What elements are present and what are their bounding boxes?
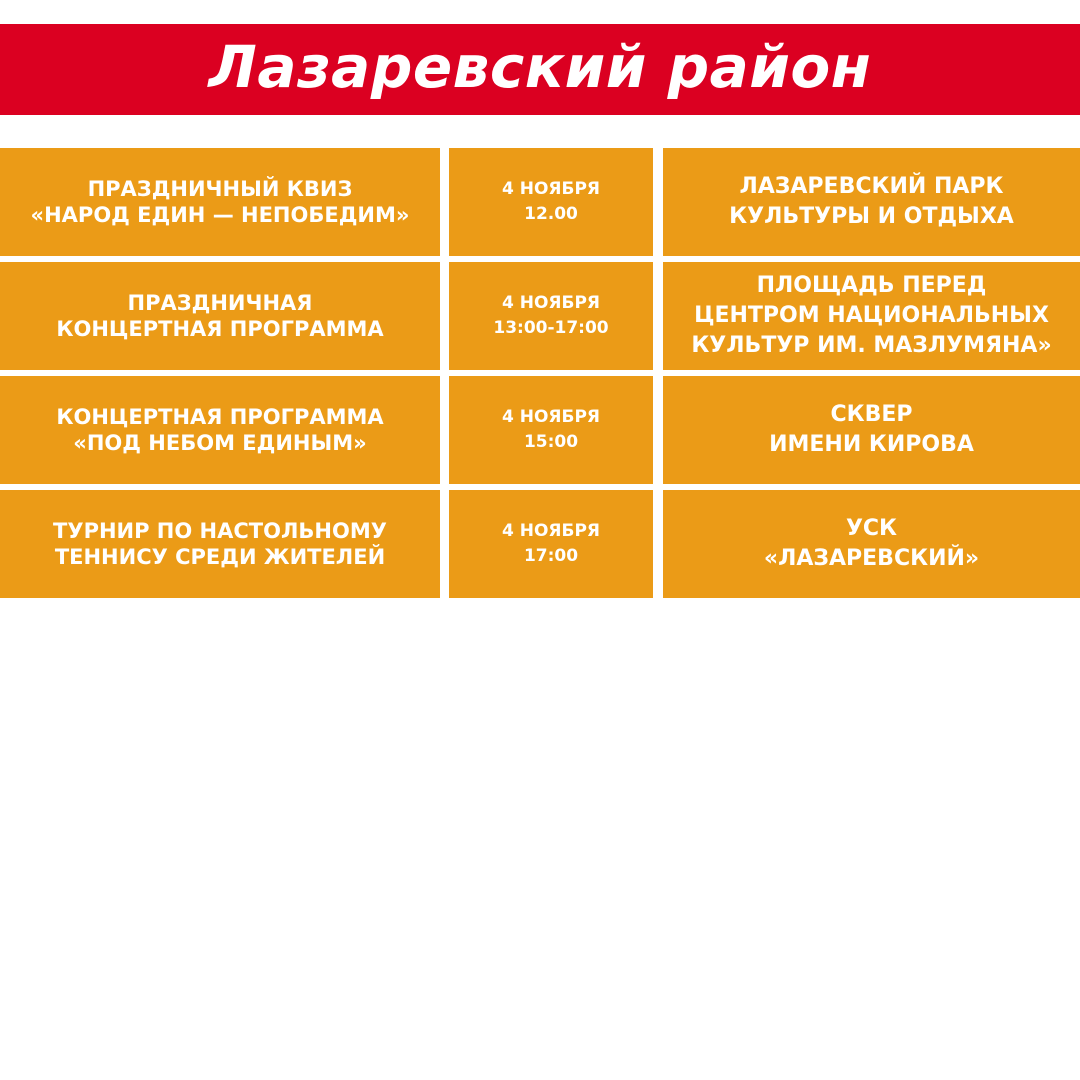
event-cell [0, 490, 440, 598]
time-line: 15:00 [523, 432, 579, 452]
place-line: ЛАЗАРЕВСКИЙ ПАРК [739, 174, 1004, 199]
date-cell [449, 148, 653, 256]
event-line: КОНЦЕРТНАЯ ПРОГРАММА [56, 405, 384, 429]
event-cell [0, 148, 440, 256]
place-cell [663, 148, 1080, 256]
time-line: 12.00 [524, 204, 578, 224]
table-row [0, 490, 1080, 598]
event-line: КОНЦЕРТНАЯ ПРОГРАММА [56, 317, 384, 341]
place-line: КУЛЬТУРЫ И ОТДЫХА [729, 204, 1014, 229]
date-cell [449, 262, 653, 370]
date-line: 4 НОЯБРЯ [501, 521, 601, 541]
table-row [0, 148, 1080, 256]
event-cell [0, 376, 440, 484]
event-line: ТУРНИР ПО НАСТОЛЬНОМУ [53, 519, 387, 543]
event-cell [0, 262, 440, 370]
place-line: УСК [845, 516, 898, 541]
event-line: «ПОД НЕБОМ ЕДИНЫМ» [73, 431, 367, 455]
place-cell [663, 490, 1080, 598]
place-line: КУЛЬТУР ИМ. МАЗЛУМЯНА» [691, 333, 1052, 358]
table-row [0, 262, 1080, 370]
place-cell [663, 376, 1080, 484]
place-line: ЦЕНТРОМ НАЦИОНАЛЬНЫХ [694, 303, 1049, 328]
title-banner [0, 24, 1080, 115]
event-line: ПРАЗДНИЧНАЯ [127, 291, 313, 315]
place-line: ИМЕНИ КИРОВА [769, 432, 974, 457]
time-line: 17:00 [523, 546, 579, 566]
date-line: 4 НОЯБРЯ [501, 407, 601, 427]
date-cell [449, 490, 653, 598]
place-line: «ЛАЗАРЕВСКИЙ» [763, 546, 980, 571]
date-line: 4 НОЯБРЯ [501, 293, 601, 313]
date-line: 4 НОЯБРЯ [501, 179, 601, 199]
date-cell [449, 376, 653, 484]
place-cell [663, 262, 1080, 370]
event-line: ТЕННИСУ СРЕДИ ЖИТЕЛЕЙ [54, 545, 386, 569]
time-line: 13:00-17:00 [493, 318, 609, 338]
place-line: СКВЕР [830, 402, 913, 427]
page-title: Лазаревский район [208, 32, 872, 101]
event-line: «НАРОД ЕДИН — НЕПОБЕДИМ» [30, 203, 410, 227]
table-row [0, 376, 1080, 484]
place-line: ПЛОЩАДЬ ПЕРЕД [756, 273, 987, 298]
event-line: ПРАЗДНИЧНЫЙ КВИЗ [87, 177, 353, 201]
